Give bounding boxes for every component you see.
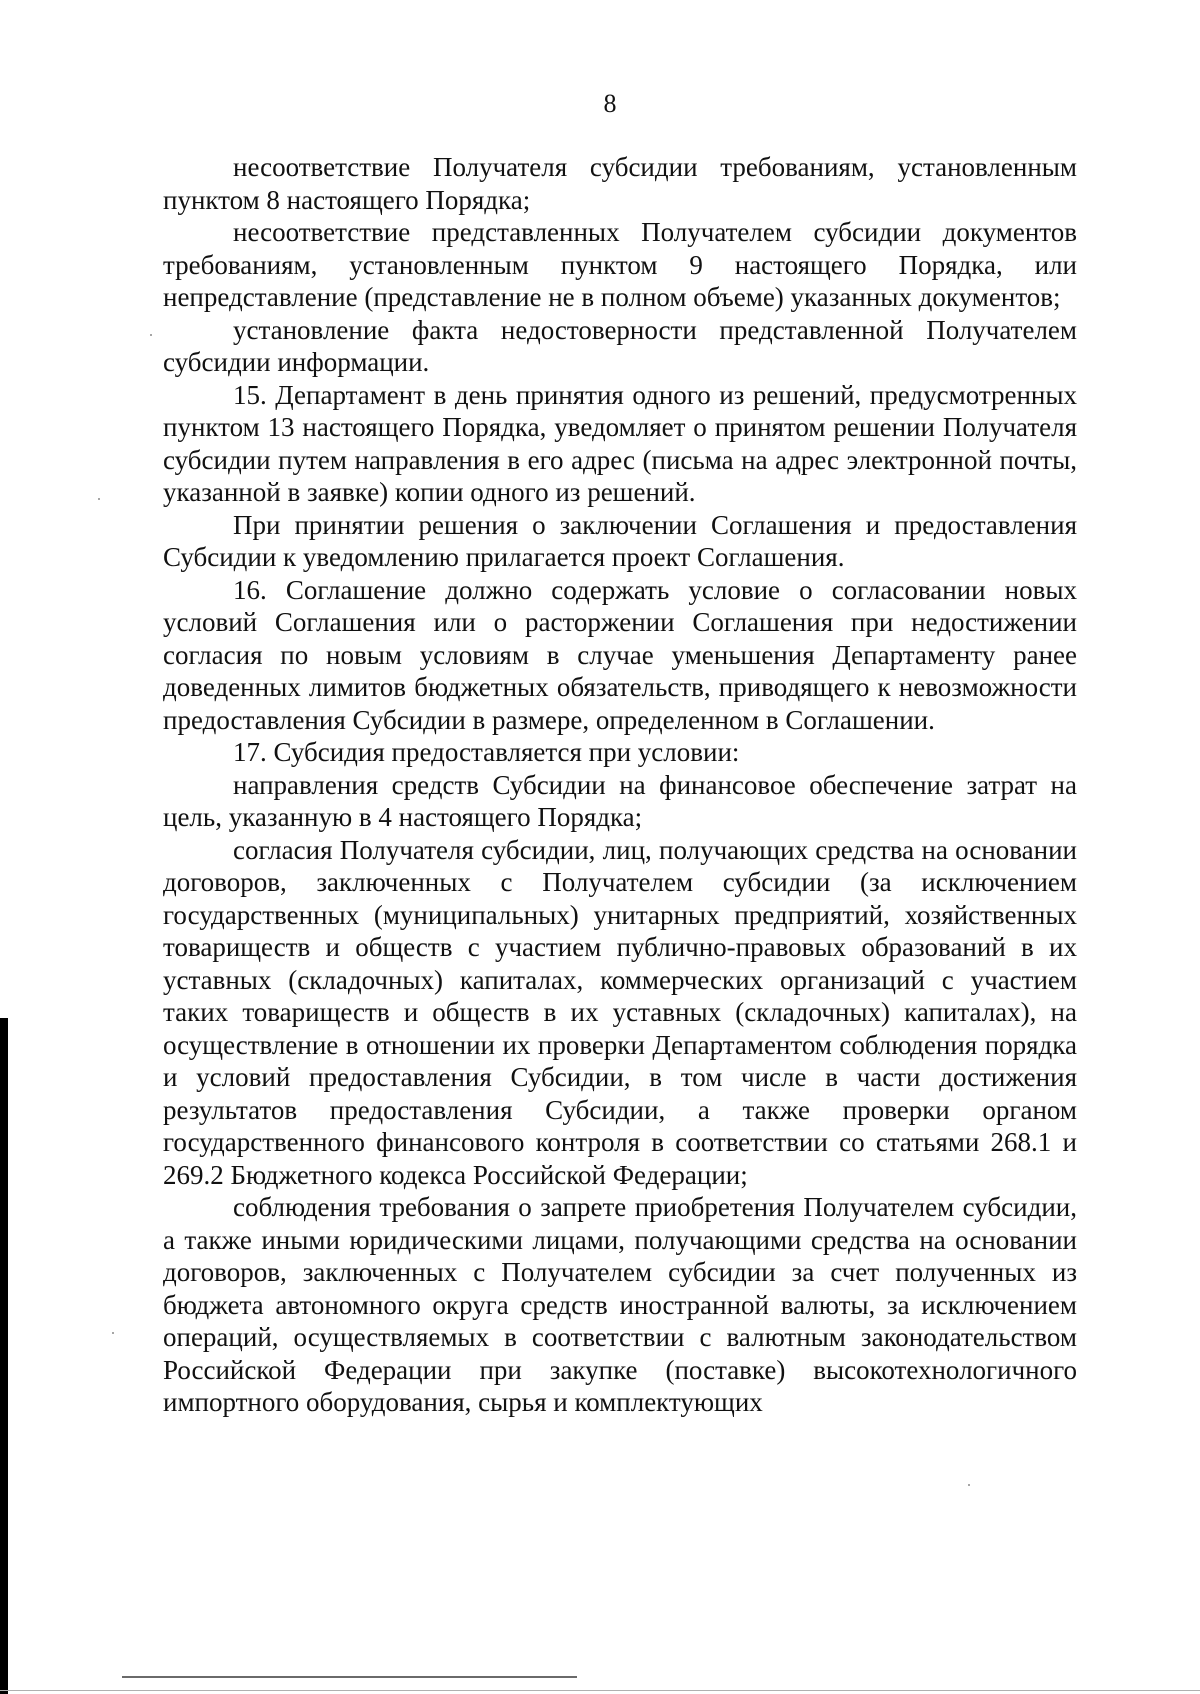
paragraph-consent-inspection: согласия Получателя субсидии, лиц, получающих средства на основании договоров, заключенных с Получателем субсидии (за исключением государственных (муниципальных) унитарных предприятий, хозяйственных товариществ и обществ с участием публично-правовых образований в их уставных (складочных) капиталах, коммерческих организаций с участием таких товариществ и обществ в их уставных (складочных) капиталах), на осуществление в отношении их проверки Департаментом соблюдения порядка и условий предоставления Субсидии, в том числе в части достижения результатов предоставления Субсидии, а также проверки органом государственного финансового контроля в соответствии со статьями 268.1 и 269.2 Бюджетного кодекса Российской Федерации;: [163, 834, 1077, 1190]
paragraph-currency-ban: соблюдения требования о запрете приобретения Получателем субсидии, а также иными юридическими лицами, получающими средства на основании договоров, заключенных с Получателем субсидии за счет полученных из бюджета автономного округа средств иностранной валюты, за исключением операций, осуществляемых в соответствии с валютным законодательством Российской Федерации при закупке (поставке) высокотехнологичного импортного оборудования, сырья и комплектующих: [163, 1192, 1077, 1417]
paragraph-agreement-draft: При принятии решения о заключении Соглашения и предоставления Субсидии к уведомлению прилагается проект Соглашения.: [163, 509, 1077, 572]
paragraph-unreliable-information: установление факта недостоверности представленной Получателем субсидии информации.: [163, 314, 1077, 377]
paragraph-noncompliance-recipient: несоответствие Получателя субсидии требованиям, установленным пунктом 8 настоящего Порядка;: [163, 152, 1077, 215]
paragraph-item-16: 16. Соглашение должно содержать условие о согласовании новых условий Соглашения или о расторжении Соглашения при недостижении согласия по новым условиям в случае уменьшения Департаменту ранее доведенных лимитов бюджетных обязательств, приводящего к невозможности предоставления Субсидии в размере, определенном в Соглашении.: [163, 574, 1077, 735]
scan-bottom-edge: [0, 1690, 1200, 1691]
scan-speck: [112, 1332, 114, 1334]
scan-speck: [98, 498, 100, 500]
page-number: 8: [603, 89, 617, 118]
paragraph-item-15: 15. Департамент в день принятия одного из решений, предусмотренных пунктом 13 настоящего Порядка, уведомляет о принятом решении Получателя субсидии путем направления в его адрес (письма на адрес электронной почты, указанной в заявке) копии одного из решений.: [163, 379, 1077, 507]
scan-speck: [150, 334, 152, 336]
paragraph-funds-direction: направления средств Субсидии на финансовое обеспечение затрат на цель, указанную в 4 настоящего Порядка;: [163, 769, 1077, 832]
paragraph-noncompliance-documents: несоответствие представленных Получателем субсидии документов требованиям, установленным пунктом 9 настоящего Порядка, или непредставление (представление не в полном объеме) указанных документов;: [163, 217, 1077, 312]
document-body: [163, 151, 1077, 1419]
paragraph-item-17: 17. Субсидия предоставляется при условии:: [233, 737, 740, 767]
scan-speck: [968, 1484, 970, 1486]
scan-bottom-line: [122, 1676, 577, 1678]
scan-edge-shadow: [0, 1018, 8, 1694]
